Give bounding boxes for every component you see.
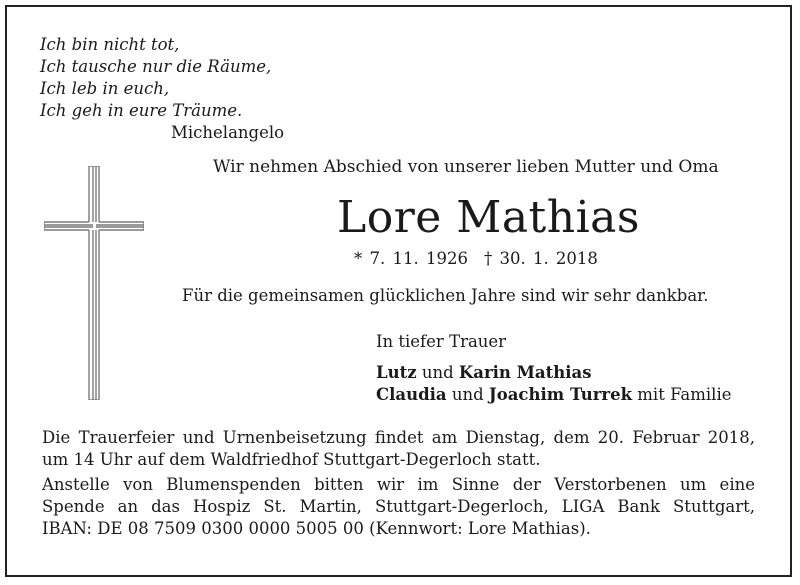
mourners-block bbox=[376, 331, 732, 406]
mourner-name: Claudia bbox=[376, 385, 447, 404]
mourner-line bbox=[376, 384, 732, 406]
donation-line: IBAN: DE 08 7509 0300 0000 5005 00 (Kennwort: Lore Mathias). bbox=[42, 519, 591, 538]
mourner-name: Lutz bbox=[376, 363, 417, 382]
deceased-name: Lore Mathias bbox=[337, 192, 640, 243]
poem-line: Ich bin nicht tot, bbox=[40, 35, 180, 54]
donation-info bbox=[42, 474, 755, 540]
mourner-name: Karin Mathias bbox=[458, 363, 592, 382]
poem-line: Ich geh in eure Träume. bbox=[40, 101, 243, 120]
donation-line: Anstelle von Blumenspenden bitten wir im Sinne der Verstorbenen um eine bbox=[42, 475, 755, 494]
cross-icon bbox=[44, 166, 144, 400]
ceremony-line: um 14 Uhr auf dem Waldfriedhof Stuttgart-Degerloch statt. bbox=[42, 450, 541, 469]
donation-line: Spende an das Hospiz St. Martin, Stuttgart-Degerloch, LIGA Bank Stuttgart, bbox=[42, 497, 755, 516]
poem-line: Ich tausche nur die Räume, bbox=[40, 57, 272, 76]
thanks-text: Für die gemeinsamen glücklichen Jahre sind wir sehr dankbar. bbox=[182, 286, 709, 305]
ceremony-info bbox=[42, 427, 755, 471]
intro-text: Wir nehmen Abschied von unserer lieben Mutter und Oma bbox=[213, 157, 719, 177]
mourner-connector: und bbox=[451, 385, 484, 404]
birth-date: * 7. 11. 1926 bbox=[354, 249, 468, 268]
mourner-suffix: mit Familie bbox=[637, 385, 732, 404]
life-dates bbox=[354, 249, 598, 268]
mourner-connector: und bbox=[421, 363, 454, 382]
poem bbox=[40, 34, 284, 144]
mourners-heading: In tiefer Trauer bbox=[376, 332, 507, 351]
ceremony-line: Die Trauerfeier und Urnenbeisetzung findet am Dienstag, dem 20. Februar 2018, bbox=[42, 428, 755, 447]
mourner-line bbox=[376, 362, 732, 384]
death-date: † 30. 1. 2018 bbox=[483, 249, 598, 268]
poem-line: Ich leb in euch, bbox=[40, 79, 170, 98]
mourner-name: Joachim Turrek bbox=[488, 385, 633, 404]
poem-author: Michelangelo bbox=[171, 123, 285, 142]
